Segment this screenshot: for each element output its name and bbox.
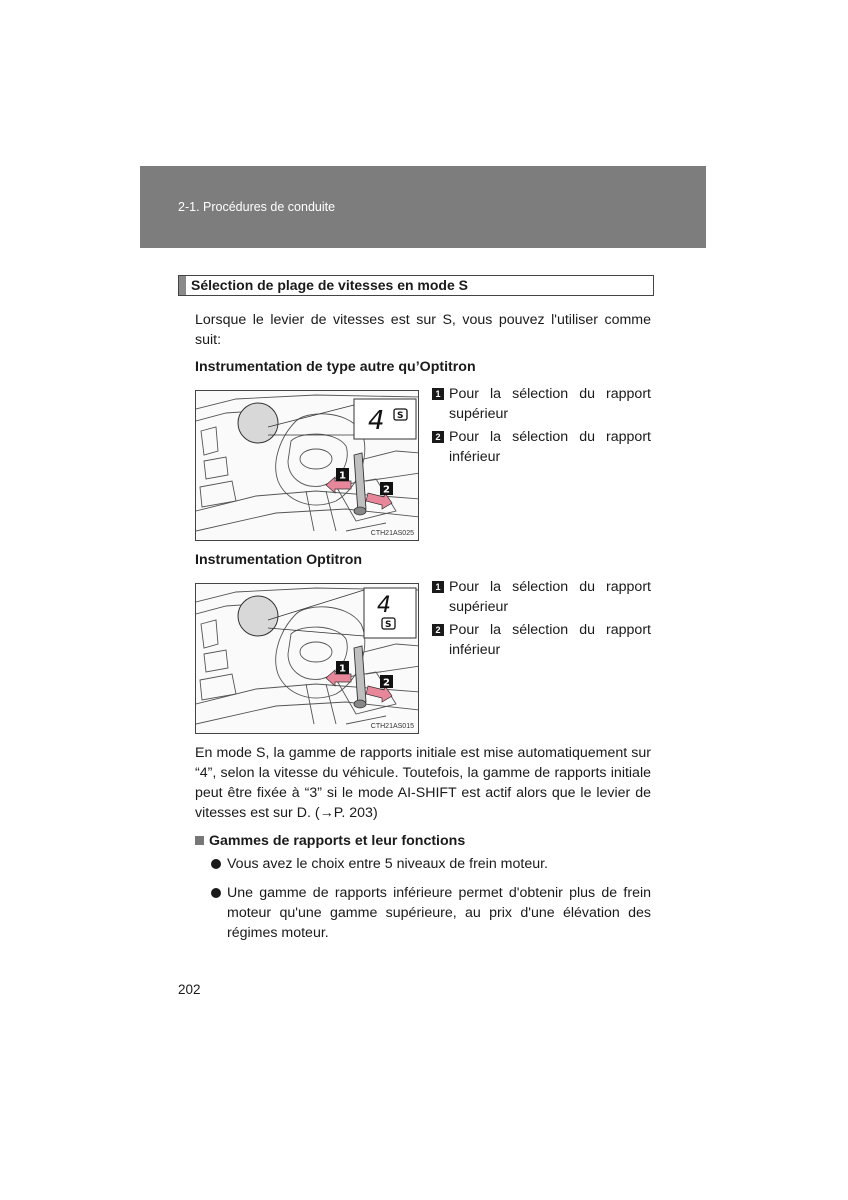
- figure-optitron: [195, 583, 419, 734]
- gear-digit: 4: [368, 406, 385, 436]
- gear-digit: 4: [377, 593, 391, 618]
- gear-ranges-heading-text: Gammes de rapports et leur fonctions: [209, 833, 466, 849]
- block-heading-optitron: Instrumentation Optitron: [195, 552, 363, 568]
- svg-text:1: 1: [339, 663, 346, 675]
- bullet-dot-icon: [211, 859, 221, 869]
- cockpit-illustration: [196, 391, 419, 541]
- list-item: [432, 427, 651, 467]
- bullet-dot-icon: [211, 888, 221, 898]
- list-item: [432, 620, 651, 660]
- svg-text:2: 2: [383, 677, 390, 689]
- step-number-badge: 2: [432, 624, 444, 636]
- list-item-text: Pour la sélection du rapport supérieur: [449, 579, 651, 615]
- section-title-marker: [179, 276, 186, 295]
- list-item: [432, 384, 651, 424]
- block-heading-non-optitron: Instrumentation de type autre qu’Optitron: [195, 359, 476, 375]
- step-number-badge: 1: [432, 388, 444, 400]
- square-bullet-icon: [195, 836, 204, 845]
- bullet-text: Une gamme de rapports inférieure permet d'obtenir plus de frein moteur qu'une gamme supérieure, au prix d'une élévation des régimes moteur.: [227, 885, 651, 941]
- list-item: [211, 883, 651, 943]
- list-item: [211, 854, 651, 874]
- list-item: [432, 577, 651, 617]
- list-item-text: Pour la sélection du rapport supérieur: [449, 386, 651, 422]
- step-number-badge: 1: [432, 581, 444, 593]
- step-number-badge: 2: [432, 431, 444, 443]
- section-title-box: [178, 275, 654, 296]
- figure-non-optitron: [195, 390, 419, 541]
- chapter-header-band: [140, 166, 706, 248]
- mode-badge: S: [397, 411, 404, 421]
- list-item-text: Pour la sélection du rapport inférieur: [449, 429, 651, 465]
- mode-s-paragraph: En mode S, la gamme de rapports initiale est mise automatiquement sur “4”, selon la vitesse du véhicule. Toutefois, la gamme de rapports initiale peut être fixée à “3” si le mode AI-SHIFT est actif alors que le levier de vitesses est sur D. (→P. 203): [195, 745, 651, 821]
- mode-badge: S: [385, 620, 392, 630]
- cockpit-illustration: [196, 584, 419, 734]
- figure-code: CTH21AS025: [370, 530, 414, 537]
- page-number: 202: [178, 982, 201, 997]
- section-title: Sélection de plage de vitesses en mode S: [191, 277, 468, 293]
- intro-paragraph: Lorsque le levier de vitesses est sur S, vous pouvez l'utiliser comme suit:: [195, 312, 651, 348]
- list-item-text: Pour la sélection du rapport inférieur: [449, 622, 651, 658]
- figure-code: CTH21AS015: [370, 723, 414, 730]
- gear-ranges-heading: [195, 833, 465, 849]
- chapter-title: 2-1. Procédures de conduite: [178, 200, 336, 214]
- svg-text:1: 1: [339, 470, 346, 482]
- svg-text:2: 2: [383, 484, 390, 496]
- bullet-text: Vous avez le choix entre 5 niveaux de frein moteur.: [227, 856, 548, 872]
